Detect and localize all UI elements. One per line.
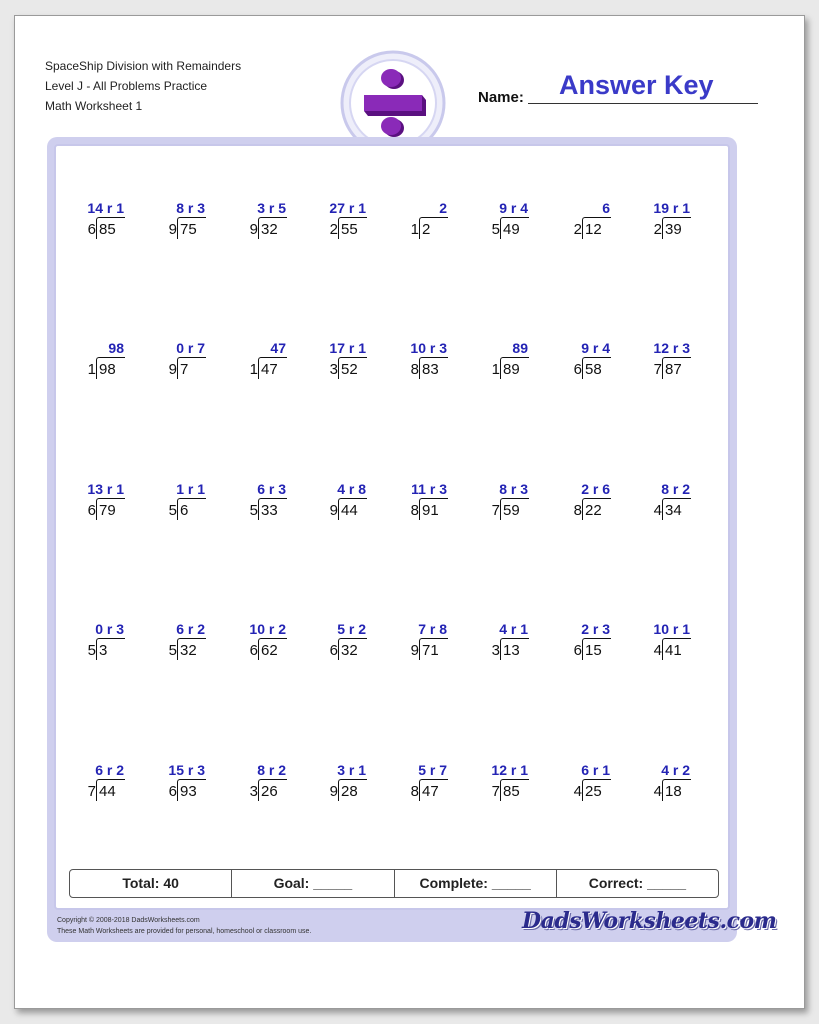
divisor: 6 <box>168 783 177 800</box>
dividend: 75 <box>180 221 197 238</box>
quotient-answer: 6 r 1 <box>581 762 610 778</box>
division-problem <box>80 481 140 525</box>
dividend: 44 <box>99 783 116 800</box>
dividend: 85 <box>503 783 520 800</box>
quotient-answer: 10 r 3 <box>410 340 447 356</box>
divisor: 2 <box>329 221 338 238</box>
divisor: 7 <box>87 783 96 800</box>
divisor: 3 <box>491 642 500 659</box>
worksheet-number: Math Worksheet 1 <box>45 99 143 113</box>
goal-field: Goal: _____ <box>232 870 394 897</box>
dividend: 15 <box>585 642 602 659</box>
dividend: 7 <box>180 361 189 378</box>
division-problem <box>646 762 706 806</box>
dividend: 87 <box>665 361 682 378</box>
quotient-answer: 2 <box>439 200 447 216</box>
dividend: 32 <box>261 221 278 238</box>
dividend: 58 <box>585 361 602 378</box>
quotient-answer: 7 r 8 <box>418 621 447 637</box>
divisor: 7 <box>491 502 500 519</box>
divisor: 9 <box>168 221 177 238</box>
division-problem <box>646 481 706 525</box>
divisor: 6 <box>573 361 582 378</box>
division-problem <box>566 340 626 384</box>
quotient-answer: 11 r 3 <box>411 481 447 497</box>
division-problem <box>322 200 382 244</box>
quotient-answer: 5 r 2 <box>337 621 366 637</box>
divisor: 3 <box>329 361 338 378</box>
dividend: 47 <box>422 783 439 800</box>
divisor: 8 <box>410 783 419 800</box>
division-problem <box>403 481 463 525</box>
quotient-answer: 5 r 7 <box>418 762 447 778</box>
complete-field: Complete: _____ <box>395 870 557 897</box>
division-problem <box>322 762 382 806</box>
divisor: 4 <box>653 642 662 659</box>
divisor: 3 <box>249 783 258 800</box>
dividend: 59 <box>503 502 520 519</box>
division-problem <box>646 340 706 384</box>
quotient-answer: 1 r 1 <box>176 481 205 497</box>
quotient-answer: 0 r 3 <box>95 621 124 637</box>
quotient-answer: 47 <box>270 340 286 356</box>
dividend: 85 <box>99 221 116 238</box>
dividend: 25 <box>585 783 602 800</box>
dividend: 32 <box>180 642 197 659</box>
divisor: 9 <box>329 783 338 800</box>
divisor: 2 <box>573 221 582 238</box>
divisor: 8 <box>573 502 582 519</box>
divisor: 4 <box>653 502 662 519</box>
quotient-answer: 14 r 1 <box>87 200 124 216</box>
quotient-answer: 6 <box>602 200 610 216</box>
total-count: Total: 40 <box>70 870 232 897</box>
divisor: 5 <box>491 221 500 238</box>
division-problem <box>484 621 544 665</box>
dividend: 71 <box>422 642 439 659</box>
division-problem <box>161 200 221 244</box>
division-problem <box>161 481 221 525</box>
division-problem <box>161 621 221 665</box>
division-problem <box>646 621 706 665</box>
divisor: 1 <box>410 221 419 238</box>
divisor: 4 <box>653 783 662 800</box>
dividend: 49 <box>503 221 520 238</box>
dividend: 89 <box>503 361 520 378</box>
quotient-answer: 6 r 2 <box>95 762 124 778</box>
divisor: 8 <box>410 502 419 519</box>
quotient-answer: 8 r 2 <box>257 762 286 778</box>
divisor: 4 <box>573 783 582 800</box>
divisor: 8 <box>410 361 419 378</box>
dividend: 32 <box>341 642 358 659</box>
dividend: 39 <box>665 221 682 238</box>
quotient-answer: 0 r 7 <box>176 340 205 356</box>
division-problem <box>484 762 544 806</box>
divisor: 9 <box>329 502 338 519</box>
dividend: 79 <box>99 502 116 519</box>
worksheet-level: Level J - All Problems Practice <box>45 79 208 93</box>
division-problem <box>242 340 302 384</box>
copyright-notice <box>57 915 311 937</box>
divisor: 5 <box>87 642 96 659</box>
division-problem <box>646 200 706 244</box>
quotient-answer: 9 r 4 <box>499 200 528 216</box>
quotient-answer: 4 r 2 <box>661 762 690 778</box>
worksheet-title: SpaceShip Division with Remainders <box>45 59 242 73</box>
dividend: 93 <box>180 783 197 800</box>
quotient-answer: 3 r 1 <box>337 762 366 778</box>
division-problem <box>242 621 302 665</box>
division-problem <box>80 621 140 665</box>
dividend: 55 <box>341 221 358 238</box>
division-problem <box>322 340 382 384</box>
quotient-answer: 12 r 1 <box>491 762 528 778</box>
dividend: 47 <box>261 361 278 378</box>
quotient-answer: 4 r 8 <box>337 481 366 497</box>
quotient-answer: 2 r 6 <box>581 481 610 497</box>
divisor: 5 <box>249 502 258 519</box>
division-problem <box>242 481 302 525</box>
summary-bar <box>69 869 719 898</box>
division-problem <box>80 762 140 806</box>
division-problem <box>566 200 626 244</box>
division-problem <box>484 481 544 525</box>
quotient-answer: 12 r 3 <box>653 340 690 356</box>
dividend: 52 <box>341 361 358 378</box>
problems-area <box>54 144 730 910</box>
division-problem <box>403 621 463 665</box>
dividend: 13 <box>503 642 520 659</box>
dividend: 18 <box>665 783 682 800</box>
divisor: 9 <box>168 361 177 378</box>
divisor: 7 <box>653 361 662 378</box>
dividend: 41 <box>665 642 682 659</box>
dividend: 12 <box>585 221 602 238</box>
divisor: 6 <box>329 642 338 659</box>
quotient-answer: 8 r 3 <box>176 200 205 216</box>
division-problem <box>322 481 382 525</box>
worksheet-header <box>45 56 241 116</box>
dividend: 22 <box>585 502 602 519</box>
dividend: 83 <box>422 361 439 378</box>
division-problem <box>566 481 626 525</box>
quotient-answer: 2 r 3 <box>581 621 610 637</box>
division-problem <box>484 340 544 384</box>
dividend: 3 <box>99 642 108 659</box>
name-line <box>528 102 758 104</box>
quotient-answer: 10 r 1 <box>653 621 690 637</box>
quotient-answer: 3 r 5 <box>257 200 286 216</box>
copyright-text: Copyright © 2008-2018 DadsWorksheets.com <box>57 917 200 924</box>
quotient-answer: 9 r 4 <box>581 340 610 356</box>
brand-logo: DadsWorksheets.com <box>522 908 777 934</box>
divisor: 6 <box>573 642 582 659</box>
answer-key-label: Answer Key <box>559 70 714 100</box>
quotient-answer: 27 r 1 <box>329 200 366 216</box>
dividend: 62 <box>261 642 278 659</box>
division-problem <box>403 762 463 806</box>
division-problem <box>566 621 626 665</box>
quotient-answer: 6 r 3 <box>257 481 286 497</box>
quotient-answer: 13 r 1 <box>87 481 124 497</box>
dividend: 44 <box>341 502 358 519</box>
dividend: 6 <box>180 502 189 519</box>
dividend: 33 <box>261 502 278 519</box>
divisor: 1 <box>87 361 96 378</box>
divisor: 1 <box>249 361 258 378</box>
correct-field: Correct: _____ <box>588 875 687 891</box>
quotient-answer: 8 r 3 <box>499 481 528 497</box>
division-problem <box>80 200 140 244</box>
quotient-answer: 4 r 1 <box>499 621 528 637</box>
division-problem <box>161 340 221 384</box>
division-problem <box>403 200 463 244</box>
divisor: 5 <box>168 502 177 519</box>
division-problem <box>80 340 140 384</box>
usage-note: These Math Worksheets are provided for personal, homeschool or classroom use. <box>57 928 312 935</box>
dividend: 28 <box>341 783 358 800</box>
dividend: 91 <box>422 502 439 519</box>
divisor: 9 <box>249 221 258 238</box>
division-problem <box>403 340 463 384</box>
dividend: 34 <box>665 502 682 519</box>
dividend: 26 <box>261 783 278 800</box>
quotient-answer: 89 <box>512 340 528 356</box>
division-problem <box>484 200 544 244</box>
quotient-answer: 8 r 2 <box>661 481 690 497</box>
division-problem <box>161 762 221 806</box>
quotient-answer: 10 r 2 <box>249 621 286 637</box>
dividend: 2 <box>422 221 431 238</box>
division-problem <box>566 762 626 806</box>
division-problem <box>322 621 382 665</box>
name-label: Name: <box>478 89 524 106</box>
quotient-answer: 17 r 1 <box>329 340 366 356</box>
divisor: 1 <box>491 361 500 378</box>
divisor: 2 <box>653 221 662 238</box>
dividend: 98 <box>99 361 116 378</box>
divisor: 6 <box>87 221 96 238</box>
divisor: 9 <box>410 642 419 659</box>
divisor: 5 <box>168 642 177 659</box>
division-problem <box>242 200 302 244</box>
divisor: 6 <box>87 502 96 519</box>
quotient-answer: 15 r 3 <box>168 762 205 778</box>
quotient-answer: 98 <box>108 340 124 356</box>
quotient-answer: 19 r 1 <box>653 200 690 216</box>
divisor: 6 <box>249 642 258 659</box>
divisor: 7 <box>491 783 500 800</box>
quotient-answer: 6 r 2 <box>176 621 205 637</box>
division-problem <box>242 762 302 806</box>
